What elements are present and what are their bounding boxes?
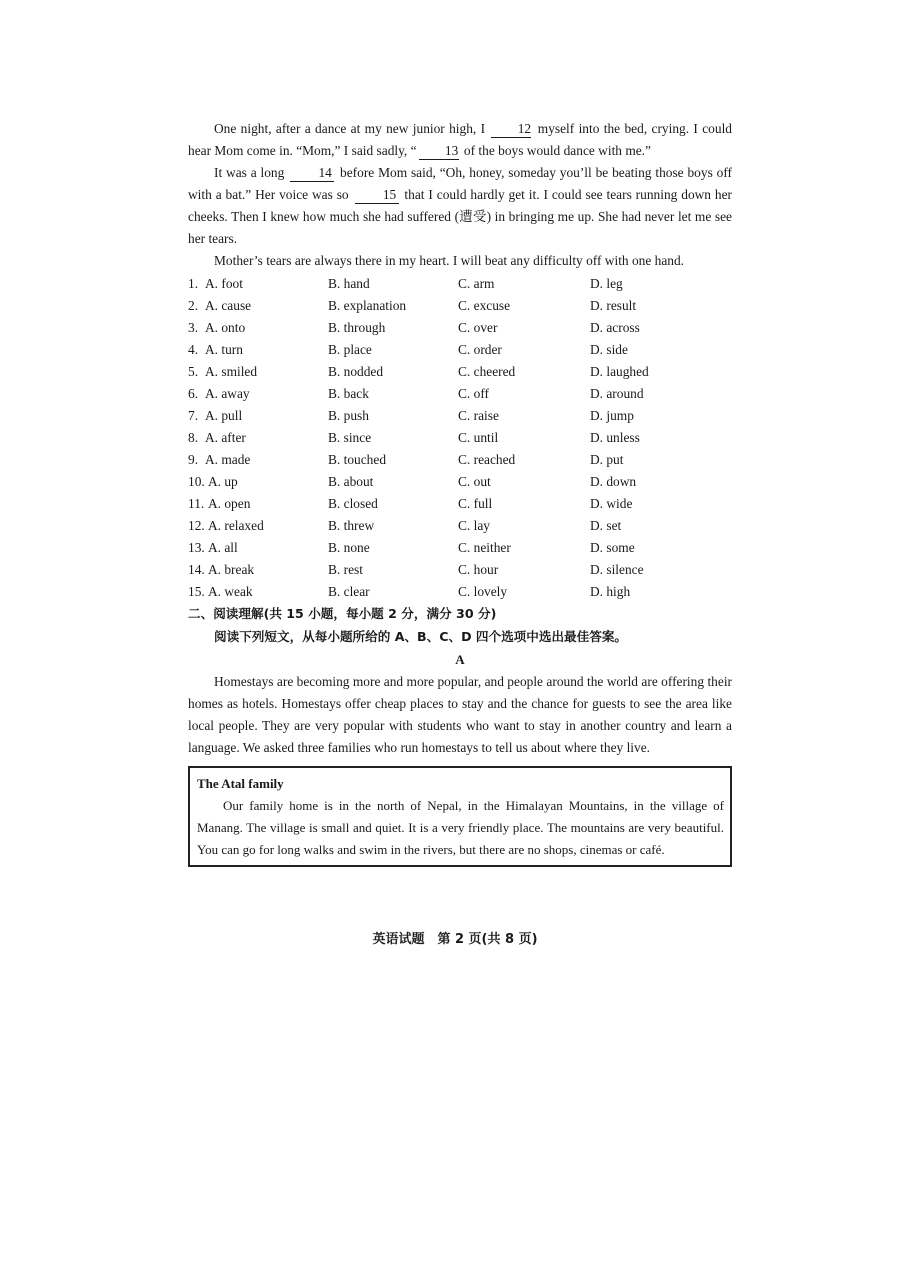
option-c: C. neither	[458, 540, 511, 555]
option-a: A. weak	[208, 584, 253, 599]
question-number: 10.	[188, 474, 205, 489]
option-d: D. some	[590, 540, 635, 555]
option-b: B. explanation	[328, 298, 407, 313]
option-a: A. open	[208, 496, 251, 511]
section-heading: 二、阅读理解(共 15 小题，每小题 2 分，满分 30 分)	[188, 606, 497, 621]
question-number: 13.	[188, 540, 205, 555]
option-row	[188, 581, 732, 603]
passage-intro: Homestays are becoming more and more popular, and people around the world are offering their homes as hotels. Homestays offer cheap places to stay and the chance for guests to see the area like local people. They are very popular with students who want to stay in another country and learn a language. We asked three families who run homestays to tell us about where they live.	[188, 674, 732, 755]
option-c: C. reached	[458, 452, 516, 467]
option-c: C. lay	[458, 518, 490, 533]
option-d: D. silence	[590, 562, 644, 577]
option-b: B. back	[328, 386, 369, 401]
option-a: A. up	[208, 474, 238, 489]
question-number: 6.	[188, 386, 199, 401]
option-a: A. away	[205, 386, 250, 401]
question-number: 8.	[188, 430, 199, 445]
option-b: B. closed	[328, 496, 378, 511]
cloze-text: before Mom said, “Oh, honey, someday you’ll be beating those boys off with a bat.” Her voice was so	[188, 165, 733, 202]
option-d: D. put	[590, 452, 624, 467]
option-row	[188, 405, 732, 427]
option-d: D. set	[590, 518, 622, 533]
option-row	[188, 295, 732, 317]
option-row	[188, 449, 732, 471]
option-c: C. over	[458, 320, 498, 335]
option-d: D. result	[590, 298, 637, 313]
option-row	[188, 317, 732, 339]
option-row	[188, 493, 732, 515]
option-b: B. touched	[328, 452, 387, 467]
cloze-text: myself into the bed, crying. I could hear Mom come in. “Mom,” I said sadly, “	[188, 121, 732, 158]
option-d: D. wide	[590, 496, 633, 511]
question-number: 4.	[188, 342, 199, 357]
cloze-paragraph-3: Mother’s tears are always there in my heart. I will beat any difficulty off with one hand.	[214, 253, 685, 268]
cloze-blank-13: 13	[419, 143, 459, 160]
option-b: B. about	[328, 474, 374, 489]
option-c: C. full	[458, 496, 493, 511]
option-b: B. push	[328, 408, 369, 423]
question-number: 3.	[188, 320, 199, 335]
option-a: A. turn	[205, 342, 243, 357]
option-row	[188, 559, 732, 581]
question-number: 15.	[188, 584, 205, 599]
option-c: C. cheered	[458, 364, 516, 379]
option-row	[188, 537, 732, 559]
option-row	[188, 273, 732, 295]
cloze-blank-14: 14	[290, 165, 334, 182]
passage-label: A	[455, 652, 465, 667]
option-b: B. clear	[328, 584, 370, 599]
option-d: D. laughed	[590, 364, 649, 379]
option-c: C. until	[458, 430, 499, 445]
option-a: A. foot	[205, 276, 243, 291]
option-b: B. none	[328, 540, 370, 555]
cloze-blank-15: 15	[355, 187, 399, 204]
cloze-text: It was a long	[214, 165, 289, 180]
option-d: D. unless	[590, 430, 640, 445]
family-box	[188, 766, 732, 867]
option-b: B. since	[328, 430, 372, 445]
option-d: D. side	[590, 342, 628, 357]
option-row	[188, 361, 732, 383]
option-c: C. off	[458, 386, 489, 401]
option-c: C. excuse	[458, 298, 511, 313]
option-a: A. all	[208, 540, 238, 555]
option-b: B. nodded	[328, 364, 384, 379]
cloze-text: of the boys would dance with me.”	[460, 143, 651, 158]
family-box-text: Our family home is in the north of Nepal, in the Himalayan Mountains, in the village of Manang. The village is small and quiet. It is a very friendly place. The mountains are very beautiful. You can go for long walks and swim in the rivers, but there are no shops, cinemas or café.	[197, 798, 724, 857]
cloze-paragraph-2	[188, 162, 732, 250]
question-number: 2.	[188, 298, 199, 313]
option-a: A. made	[205, 452, 251, 467]
question-number: 9.	[188, 452, 199, 467]
option-c: C. out	[458, 474, 491, 489]
option-a: A. break	[208, 562, 255, 577]
cloze-text: that I could hardly get it. I could see tears running down her cheeks. Then I knew how much she had suffered (遭受) in bringing me up. She had never let me see her tears.	[188, 187, 733, 246]
option-c: C. arm	[458, 276, 495, 291]
section-instruction: 阅读下列短文，从每小题所给的 A、B、C、D 四个选项中选出最佳答案。	[214, 629, 628, 644]
option-d: D. high	[590, 584, 631, 599]
option-row	[188, 339, 732, 361]
option-a: A. cause	[205, 298, 252, 313]
option-a: A. smiled	[205, 364, 258, 379]
option-c: C. lovely	[458, 584, 508, 599]
question-number: 7.	[188, 408, 199, 423]
option-c: C. order	[458, 342, 502, 357]
option-b: B. threw	[328, 518, 375, 533]
option-b: B. place	[328, 342, 372, 357]
option-a: A. pull	[205, 408, 243, 423]
option-row	[188, 427, 732, 449]
question-number: 14.	[188, 562, 205, 577]
option-b: B. through	[328, 320, 386, 335]
option-row	[188, 515, 732, 537]
option-a: A. after	[205, 430, 246, 445]
question-number: 11.	[188, 496, 205, 511]
option-c: C. raise	[458, 408, 499, 423]
cloze-text: One night, after a dance at my new junior high, I	[214, 121, 490, 136]
page-footer: 英语试题 第 2 页(共 8 页)	[372, 932, 538, 947]
cloze-blank-12: 12	[491, 121, 531, 138]
option-d: D. across	[590, 320, 640, 335]
option-d: D. jump	[590, 408, 634, 423]
option-a: A. onto	[205, 320, 246, 335]
page-content	[188, 118, 732, 867]
option-b: B. rest	[328, 562, 363, 577]
question-number: 12.	[188, 518, 205, 533]
option-a: A. relaxed	[208, 518, 264, 533]
option-d: D. leg	[590, 276, 623, 291]
family-box-title: The Atal family	[197, 776, 284, 791]
question-number: 5.	[188, 364, 199, 379]
option-d: D. around	[590, 386, 644, 401]
option-d: D. down	[590, 474, 637, 489]
question-number: 1.	[188, 276, 199, 291]
cloze-paragraph-1	[188, 118, 732, 162]
option-row	[188, 383, 732, 405]
option-list	[188, 273, 732, 603]
option-b: B. hand	[328, 276, 370, 291]
option-c: C. hour	[458, 562, 499, 577]
option-row	[188, 471, 732, 493]
